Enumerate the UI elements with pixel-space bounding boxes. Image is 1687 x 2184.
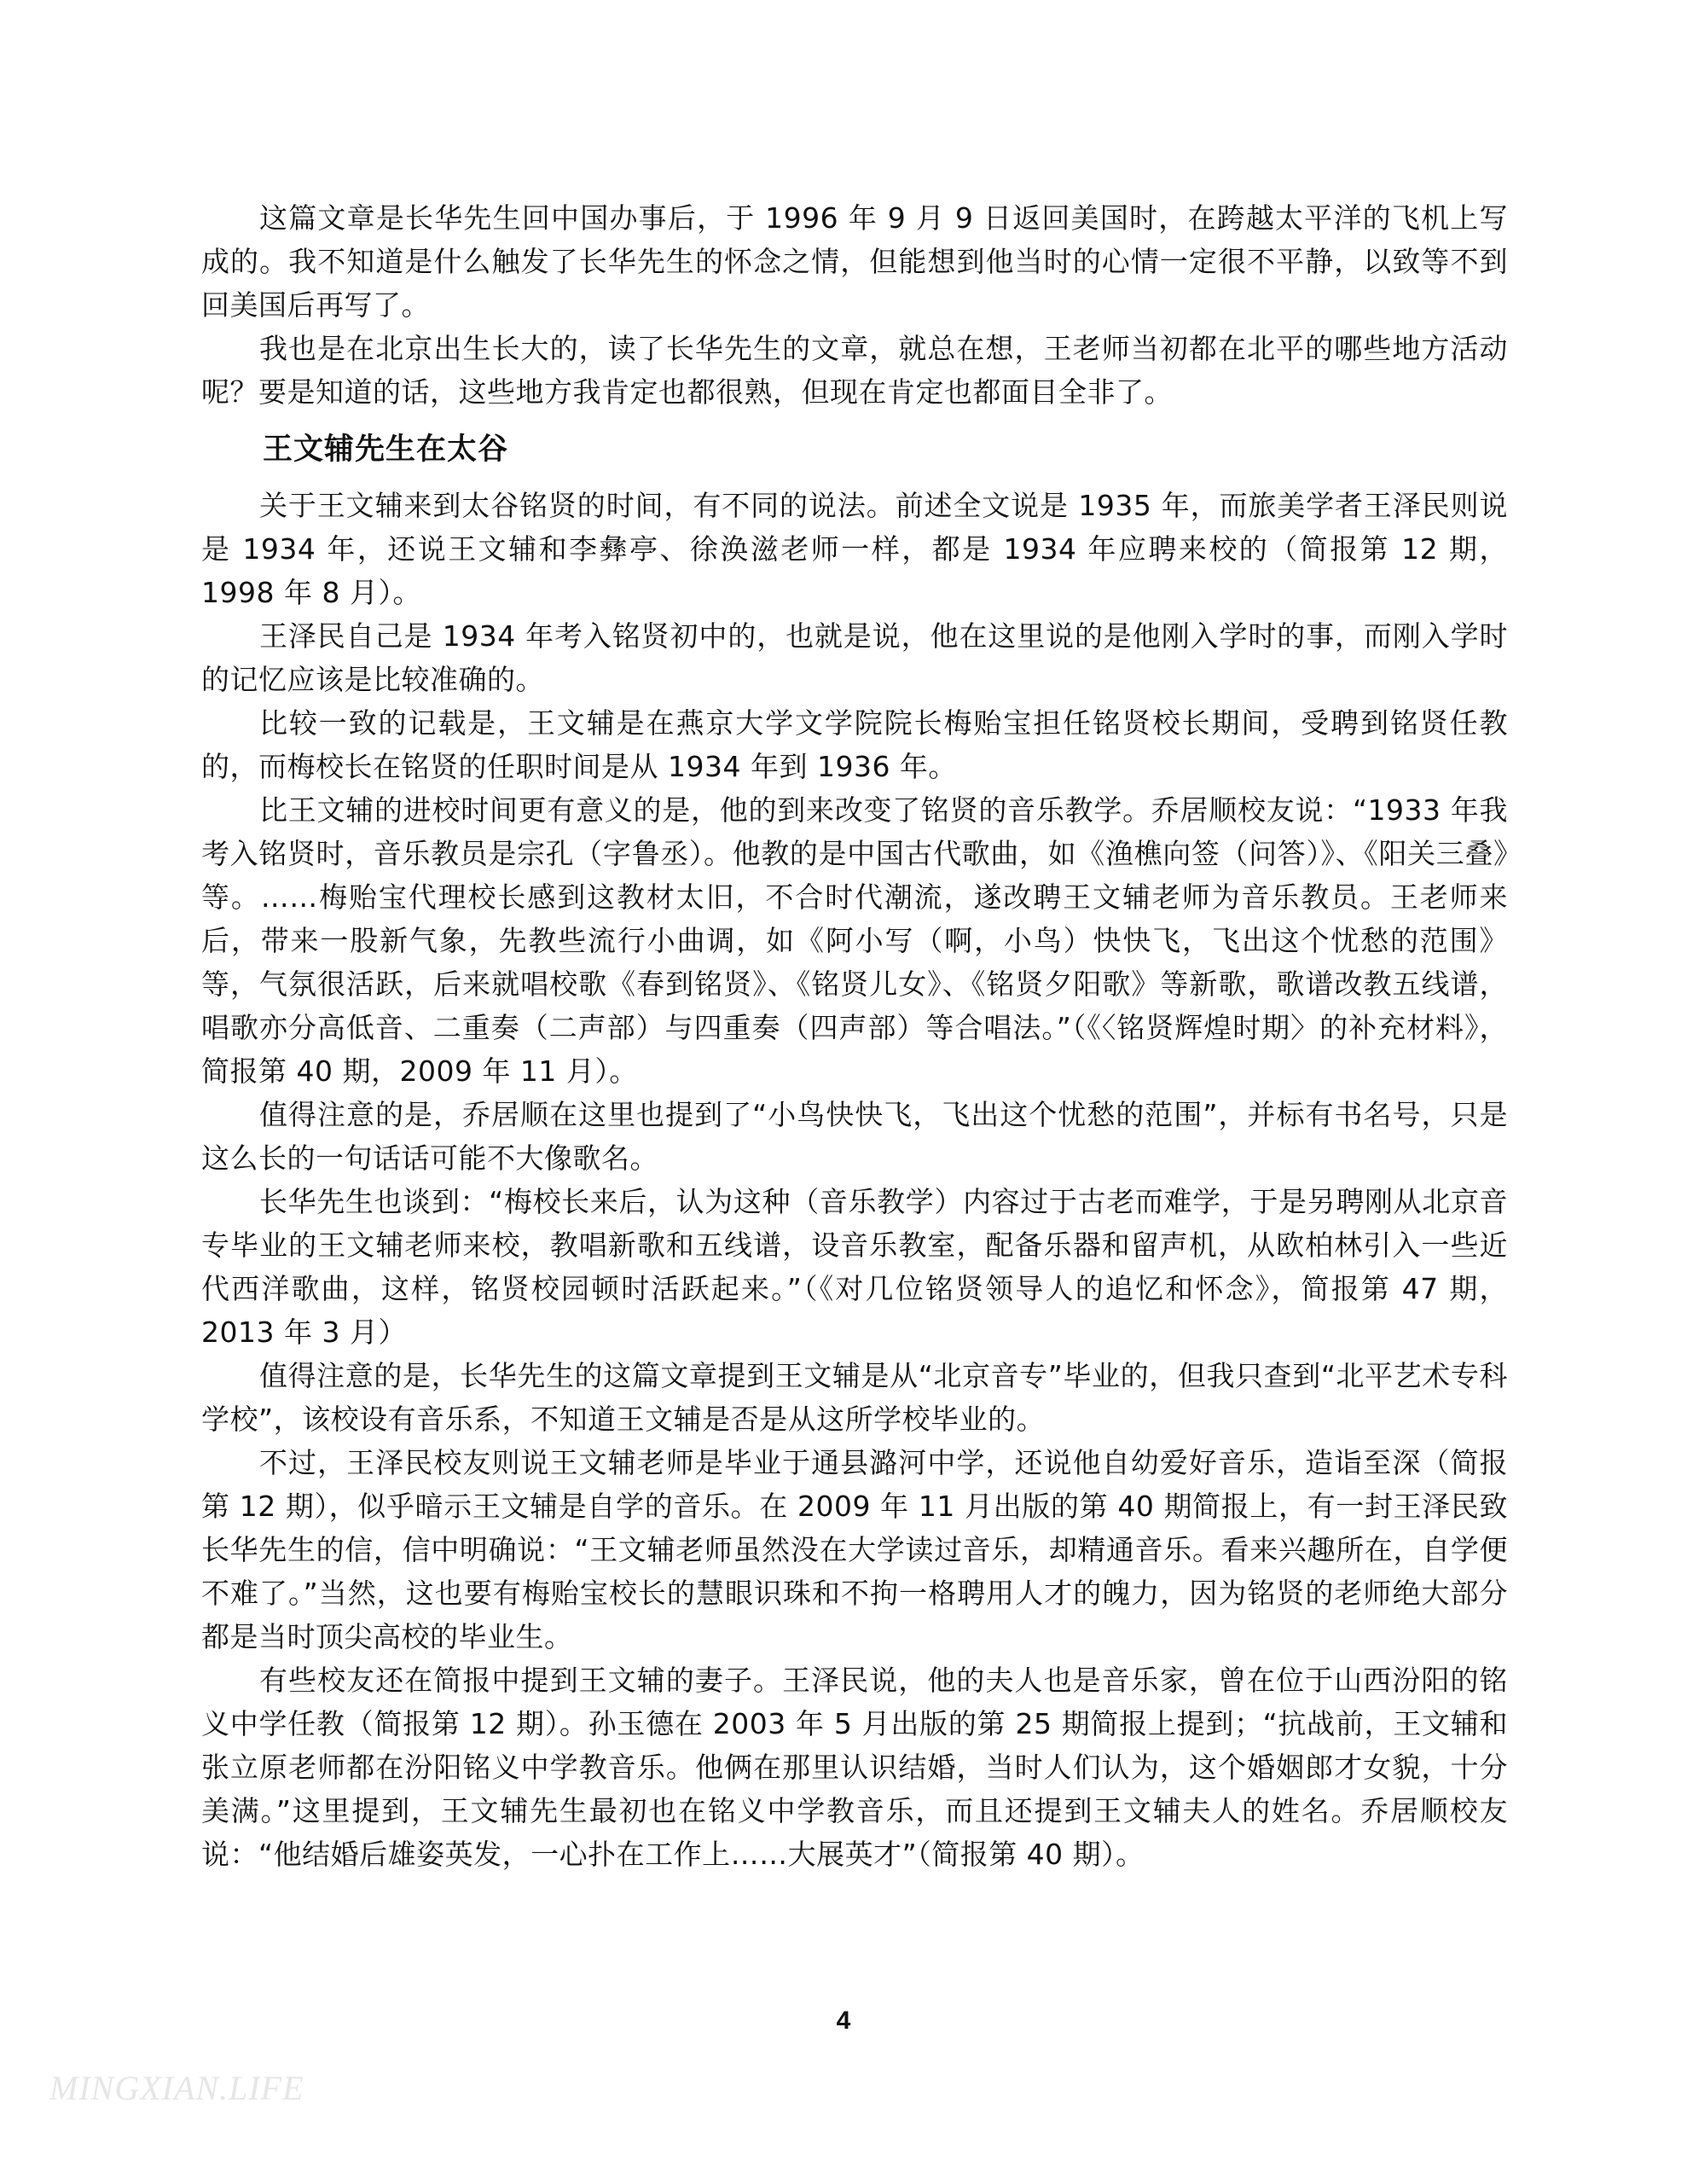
body-paragraph: 比较一致的记载是，王文辅是在燕京大学文学院院长梅贻宝担任铭贤校长期间，受聘到铭贤任教的，而梅校长在铭贤的任职时间是从 1934 年到 1936 年。 xyxy=(201,706,1508,783)
body-paragraph: 长华先生也谈到：“梅校长来后，认为这种（音乐教学）内容过于古老而难学，于是另聘刚从北京音专毕业的王文辅老师来校，教唱新歌和五线谱，设音乐教室，配备乐器和留声机，从欧柏林引入一些近代西洋歌曲，这样，铭贤校园顿时活跃起来。”（《对几位铭贤领导人的追忆和怀念》，简报第 47 期，2013 年 3 月） xyxy=(201,1185,1508,1349)
body-paragraph: 值得注意的是，乔居顺在这里也提到了“小鸟快快飞，飞出这个忧愁的范围”，并标有书名号，只是这么长的一句话话可能不大像歌名。 xyxy=(201,1098,1508,1175)
body-paragraph: 我也是在北京出生长大的，读了长华先生的文章，就总在想，王老师当初都在北平的哪些地方活动呢？要是知道的话，这些地方我肯定也都很熟，但现在肯定也都面目全非了。 xyxy=(201,332,1508,409)
section-heading: 王文辅先生在太谷 xyxy=(263,433,509,467)
body-paragraph: 值得注意的是，长华先生的这篇文章提到王文辅是从“北京音专”毕业的，但我只查到“北平艺术专科学校”，该校设有音乐系，不知道王文辅是否是从这所学校毕业的。 xyxy=(201,1359,1508,1436)
body-paragraph: 王泽民自己是 1934 年考入铭贤初中的，也就是说，他在这里说的是他刚入学时的事，而刚入学时的记忆应该是比较准确的。 xyxy=(201,619,1508,696)
body-paragraph: 有些校友还在简报中提到王文辅的妻子。王泽民说，他的夫人也是音乐家，曾在位于山西汾阳的铭义中学任教（简报第 12 期）。孙玉德在 2003 年 5 月出版的第 25 期简报上提到；“抗战前，王文辅和张立原老师都在汾阳铭义中学教音乐。他俩在那里认识结婚，当时人们认为，这个婚姻郎才女貌，十分美满。”这里提到，王文辅先生最初也在铭义中学教音乐，而且还提到王文辅夫人的姓名。乔居顺校友说：“他结婚后雄姿英发，一心扑在工作上……大展英才”（简报第 40 期）。 xyxy=(201,1664,1508,1871)
body-paragraph: 比王文辅的进校时间更有意义的是，他的到来改变了铭贤的音乐教学。乔居顺校友说：“1933 年我考入铭贤时，音乐教员是宗孔（字鲁丞）。他教的是中国古代歌曲，如《渔樵向签（问答）》、《阳关三叠》等。……梅贻宝代理校长感到这教材太旧，不合时代潮流，遂改聘王文辅老师为音乐教员。王老师来后，带来一股新气象，先教些流行小曲调，如《阿小写（啊，小鸟）快快飞，飞出这个忧愁的范围》等，气氛很活跃，后来就唱校歌《春到铭贤》、《铭贤儿女》、《铭贤夕阳歌》等新歌，歌谱改教五线谱，唱歌亦分高低音、二重奏（二声部）与四重奏（四声部）等合唱法。”（《〈铭贤辉煌时期〉的补充材料》，简报第 40 期，2009 年 11 月）。 xyxy=(201,793,1508,1088)
document-body xyxy=(201,196,1508,1876)
body-paragraph: 这篇文章是长华先生回中国办事后，于 1996 年 9 月 9 日返回美国时，在跨越太平洋的飞机上写成的。我不知道是什么触发了长华先生的怀念之情，但能想到他当时的心情一定很不平静，以致等不到回美国后再写了。 xyxy=(201,201,1508,322)
body-paragraph: 关于王文辅来到太谷铭贤的时间，有不同的说法。前述全文说是 1935 年，而旅美学者王泽民则说是 1934 年，还说王文辅和李彝亭、徐涣滋老师一样，都是 1934 年应聘来校的（简报第 12 期，1998 年 8 月）。 xyxy=(201,489,1508,609)
body-paragraph: 不过，王泽民校友则说王文辅老师是毕业于通县潞河中学，还说他自幼爱好音乐，造诣至深（简报第 12 期），似乎暗示王文辅是自学的音乐。在 2009 年 11 月出版的第 40 期简报上，有一封王泽民致长华先生的信，信中明确说：“王文辅老师虽然没在大学读过音乐，却精通音乐。看来兴趣所在，自学便不难了。”当然，这也要有梅贻宝校长的慧眼识珠和不拘一格聘用人才的魄力，因为铭贤的老师绝大部分都是当时顶尖高校的毕业生。 xyxy=(201,1446,1508,1653)
page-number: 4 xyxy=(836,2007,851,2035)
site-watermark: MINGXIAN.LIFE xyxy=(49,2069,304,2107)
